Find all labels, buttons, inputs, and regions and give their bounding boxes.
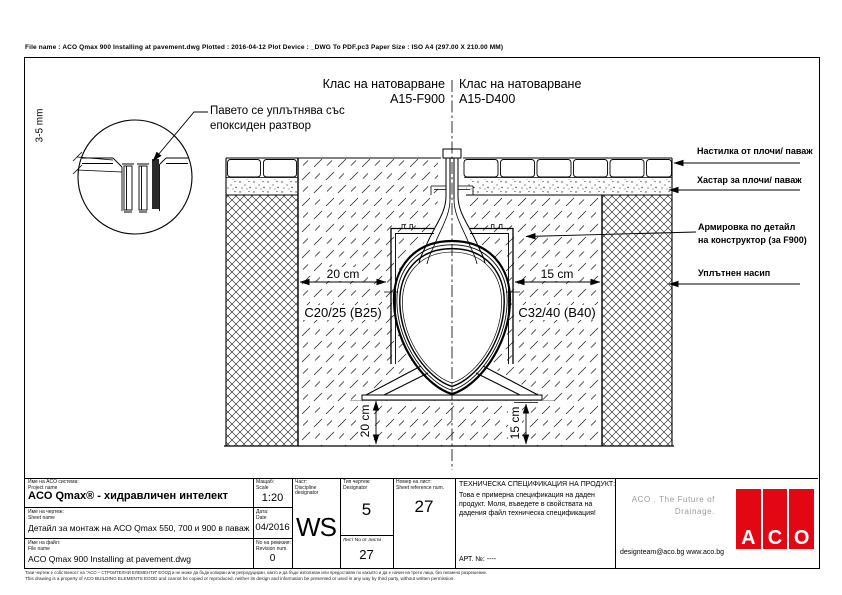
detail-bubble [73, 112, 208, 234]
concrete-grade-right: C32/40 (B40) [518, 305, 596, 320]
dwg-type-value: 5 [361, 500, 372, 519]
load-class-left-line2: A15-F900 [390, 91, 445, 106]
epoxy-callout [210, 104, 345, 134]
dim-left-width: 20 cm [326, 267, 360, 281]
titleblock-row-line-1 [24, 507, 292, 508]
load-class-left [299, 77, 445, 106]
sheets-count-label: Лист No от листи [343, 538, 382, 543]
disclaimer-en: This drawing is a property of ACO BUILDING ELEMENTS EOOD and cannot be copied or reproduced, neither its design and information be presented or used in any way by third party, without written permission. [25, 575, 455, 581]
titleblock-row-line-2 [24, 538, 292, 539]
project-name-value: ACO Qmax® - хидравличен интелект [28, 490, 228, 502]
aco-logo-block-a: A [736, 489, 761, 549]
dim-right-depth: 15 cm [508, 406, 522, 440]
disclaimer-bg: Тази чертеж е собственост на "АСО – СТРОИТЕЛНИ ЕЛЕМЕНТИ" ЕООД и не може да бъде копиран или репродуциран, както и да бъде използван или предоставян по какъвто и да е начин на трети лица, без писмено разрешение. [25, 569, 488, 575]
detail-gap-dimension: 3-5 mm [34, 108, 46, 143]
discipline-label: Част: Discipline designator [295, 479, 319, 497]
sheet-name-label: Име на чертеж: Sheet name [28, 509, 64, 521]
titleblock-col-line-5 [455, 478, 456, 568]
file-name-label: Име на файл: File name [28, 540, 61, 552]
label-bedding: Хастар за плочи/ паваж [697, 175, 802, 185]
dim-right-width: 15 cm [540, 267, 574, 281]
aco-logo-block-c: C [763, 489, 788, 549]
epoxy-callout-line2: епоксиден разтвор [210, 120, 311, 132]
label-reinforcement-line1: Армировка по детайл [698, 222, 796, 232]
revision-value: 0 [269, 553, 276, 564]
scale-label: Мащаб: Scale [256, 479, 275, 491]
aco-logo [736, 489, 814, 549]
plot-header: File name : ACO Qmax 900 Installing at pavement.dwg Plotted : 2016-04-12 Plot Device : _DWG To PDF.pc3 Paper Size : ISO A4 (297.00 X 210.00 MM) [25, 44, 504, 51]
brand-tagline [620, 494, 715, 517]
brand-tagline-line2: Drainage. [674, 506, 715, 516]
aco-logo-block-o: O [789, 489, 814, 549]
spec-art-number: АРТ. №: ---- [459, 556, 497, 563]
load-class-right-line1: Клас на натоварване [459, 77, 582, 91]
epoxy-callout-line1: Павето се уплътнява със [210, 105, 345, 117]
date-label: Дата: Date [256, 509, 269, 521]
project-name-label: Име на ACO система: Project name [28, 479, 79, 491]
spec-body: Това е примерна спецификация на даден продукт. Моля, въведете в свойствата на дадения файл техническа спецификация! [459, 492, 596, 517]
brand-tagline-line1: ACO . The Future of [631, 495, 715, 504]
label-paving: Настилка от плочи/ паваж [697, 146, 813, 156]
date-value: 04/2016 [255, 522, 290, 533]
brand-contacts: designteam@aco.bg www.aco.bg [620, 549, 724, 556]
file-name-value: ACO Qmax 900 Installing at pavement.dwg [28, 554, 191, 564]
revision-label: No на ревизия: Revision num. [256, 540, 291, 552]
label-reinforcement-line2: на конструктор (за F900) [698, 235, 807, 245]
titleblock-sub-line [340, 535, 393, 536]
load-class-right-line2: A15-D400 [459, 91, 516, 106]
label-compacted-fill: Уплътнен насип [698, 268, 771, 278]
titleblock-col-line-6 [615, 478, 616, 568]
dwg-type-label: Тип чертеж: Designator [343, 479, 371, 491]
spec-title: ТЕХНИЧЕСКА СПЕЦИФИКАЦИЯ НА ПРОДУКТ: [459, 481, 616, 488]
sheet-ref-value: 27 [414, 497, 434, 516]
label-reinforcement [698, 221, 807, 247]
titleblock-col-line-4 [393, 478, 394, 568]
sheet-name-value: Детайл за монтаж на ACO Qmax 550, 700 и 900 в паваж [28, 523, 250, 533]
scale-value: 1:20 [261, 492, 284, 504]
concrete-grade-left: C20/25 (B25) [304, 305, 382, 320]
sheet-ref-label: Номер на лист: Sheet reference num. [396, 479, 445, 491]
dim-left-depth: 20 cm [358, 404, 372, 438]
discipline-value: WS [296, 512, 336, 542]
load-class-left-line1: Клас на натоварване [322, 77, 445, 91]
load-class-right [459, 77, 581, 106]
sheets-count-value: 27 [359, 547, 374, 562]
